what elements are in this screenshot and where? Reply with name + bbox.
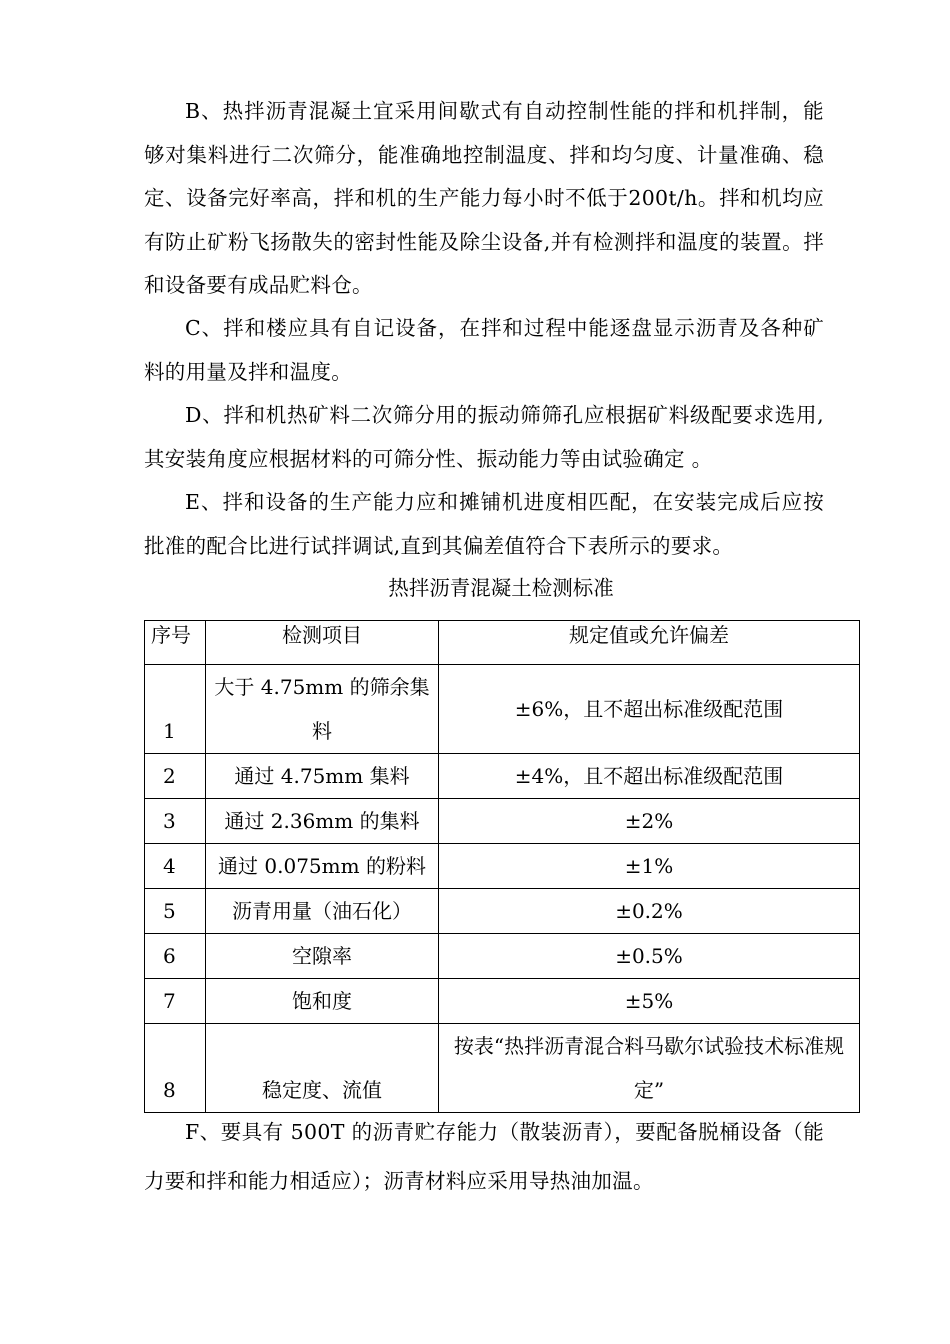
row-item: 稳定度、流值 — [206, 1024, 439, 1113]
paragraph-f: F、要具有 500T 的沥青贮存能力（散装沥青），要配备脱桶设备（能力要和拌和能力相适应）；沥青材料应采用导热油加温。 — [144, 1120, 824, 1193]
row-item: 大于 4.75mm 的筛余集料 — [206, 665, 439, 754]
row-seq: 2 — [145, 754, 206, 799]
paragraph-d: D、拌和机热矿料二次筛分用的振动筛筛孔应根据矿料级配要求选用,其安装角度应根据材料的可筛分性、振动能力等由试验确定 。 — [144, 403, 824, 471]
table-row — [145, 979, 860, 1024]
row-item: 通过 0.075mm 的粉料 — [206, 844, 439, 889]
row-allow: ±2% — [439, 799, 860, 844]
table-row — [145, 889, 860, 934]
row-allow: ±0.2% — [439, 889, 860, 934]
row-item: 通过 4.75mm 集料 — [206, 754, 439, 799]
row-allow: ±1% — [439, 844, 860, 889]
row-seq: 6 — [145, 934, 206, 979]
row-item: 空隙率 — [206, 934, 439, 979]
header-item: 检测项目 — [206, 621, 439, 665]
header-seq: 序号 — [145, 621, 206, 665]
row-allow: ±0.5% — [439, 934, 860, 979]
table-row — [145, 665, 860, 754]
table-row — [145, 934, 860, 979]
paragraph-c: C、拌和楼应具有自记设备，在拌和过程中能逐盘显示沥青及各种矿料的用量及拌和温度。 — [144, 316, 824, 384]
row-item: 沥青用量（油石化） — [206, 889, 439, 934]
header-allow: 规定值或允许偏差 — [439, 621, 860, 665]
row-allow: 按表“热拌沥青混合料马歇尔试验技术标准规定” — [439, 1024, 860, 1113]
row-seq: 4 — [145, 844, 206, 889]
table-row — [145, 799, 860, 844]
row-seq: 7 — [145, 979, 206, 1024]
table-caption: 热拌沥青混凝土检测标准 — [388, 576, 614, 600]
row-allow: ±6%，且不超出标准级配范围 — [439, 665, 860, 754]
row-allow: ±4%，且不超出标准级配范围 — [439, 754, 860, 799]
paragraph-b: B、热拌沥青混凝土宜采用间歇式有自动控制性能的拌和机拌制，能够对集料进行二次筛分，能准确地控制温度、拌和均匀度、计量准确、稳定、设备完好率高，拌和机的生产能力每小时不低于200t/h。拌和机均应有防止矿粉飞扬散失的密封性能及除尘设备,并有检测拌和温度的装置。拌和设备要有成品贮料仓。 — [144, 99, 824, 297]
row-allow: ±5% — [439, 979, 860, 1024]
table-header-row — [145, 621, 860, 665]
row-item: 通过 2.36mm 的集料 — [206, 799, 439, 844]
row-seq: 8 — [145, 1024, 206, 1113]
paragraph-e: E、拌和设备的生产能力应和摊铺机进度相匹配，在安装完成后应按批准的配合比进行试拌调试,直到其偏差值符合下表所示的要求。 — [144, 490, 824, 558]
row-seq: 3 — [145, 799, 206, 844]
row-seq: 1 — [145, 665, 206, 754]
spec-table — [144, 620, 860, 1113]
row-seq: 5 — [145, 889, 206, 934]
row-item: 饱和度 — [206, 979, 439, 1024]
table-row — [145, 844, 860, 889]
table-row — [145, 1024, 860, 1113]
table-row — [145, 754, 860, 799]
